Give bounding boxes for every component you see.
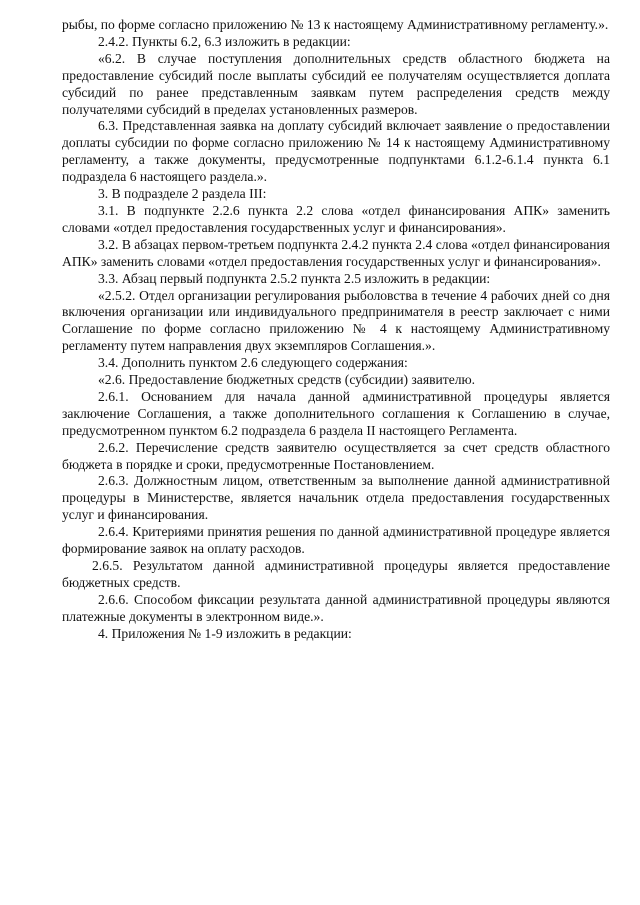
paragraph-continuation: рыбы, по форме согласно приложению № 13 к настоящему Административному регламенту.». <box>62 17 609 32</box>
paragraph-2-6-1: 2.6.1. Основанием для начала данной административной процедуры является заключение Соглашения, а также дополнительного соглашения к Соглашению в случае, предусмотренном пунктом 6.2 подраздела 6 раздела II настоящего Регламента. <box>62 388 610 438</box>
paragraph-2-4-2: 2.4.2. Пункты 6.2, 6.3 изложить в редакции: <box>98 33 351 49</box>
paragraph-6-2: «6.2. В случае поступления дополнительных средств областного бюджета на предоставление субсидий после выплаты субсидий ее получателям осуществляется доплата субсидий по ранее представленным заявкам путем распределения средств между получателями субсидий в пределах установленных размеров. <box>62 50 610 117</box>
paragraph-3-4: 3.4. Дополнить пунктом 2.6 следующего содержания: <box>98 355 408 371</box>
paragraph-2-6-2: 2.6.2. Перечисление средств заявителю осуществляется за счет средств областного бюджета в порядке и сроки, предусмотренные Постановлением. <box>62 439 610 472</box>
paragraph-3-2: 3.2. В абзацах первом-третьем подпункта 2.4.2 пункта 2.4 слова «отдел финансирования АПК» заменить словами «отдел предоставления государственных услуг и финансирования». <box>62 236 610 269</box>
paragraph-2-6-4: 2.6.4. Критериями принятия решения по данной административной процедуре является формирование заявок на оплату расходов. <box>62 524 610 557</box>
paragraph-2-6-5: 2.6.5. Результатом данной административной процедуры является предоставление бюджетных средств. <box>62 558 610 590</box>
document-page <box>62 17 610 643</box>
paragraph-4: 4. Приложения № 1-9 изложить в редакции: <box>98 625 352 641</box>
paragraph-6-3: 6.3. Представленная заявка на доплату субсидий включает заявление о предоставлении доплаты субсидии по форме согласно приложению № 14 к настоящему Административному регламенту, а также документы, предусмотренные подпунктами 6.1.2-6.1.4 пункта 6.1 подраздела 6 настоящего раздела.». <box>62 118 610 185</box>
paragraph-2-6-6: 2.6.6. Способом фиксации результата данной административной процедуры являются платежные документы в электронном виде.». <box>62 591 610 624</box>
paragraph-2-6: «2.6. Предоставление бюджетных средств (субсидии) заявителю. <box>98 372 476 388</box>
paragraph-3: 3. В подразделе 2 раздела III: <box>98 186 267 202</box>
paragraph-2-5-2: «2.5.2. Отдел организации регулирования рыболовства в течение 4 рабочих дней со дня включения организации или индивидуального предпринимателя в реестр заключает с ними Соглашение по форме согласно приложению № 4 к настоящему Административному регламенту путем направления двух экземпляров Соглашения.». <box>62 287 610 354</box>
paragraph-2-6-3: 2.6.3. Должностным лицом, ответственным за выполнение данной административной процедуры в Министерстве, является начальник отдела предоставления государственных услуг и финансирования. <box>62 473 610 523</box>
paragraph-3-1: 3.1. В подпункте 2.2.6 пункта 2.2 слова «отдел финансирования АПК» заменить словами «отдел предоставления государственных услуг и финансирования». <box>62 202 610 235</box>
paragraph-3-3: 3.3. Абзац первый подпункта 2.5.2 пункта 2.5 изложить в редакции: <box>98 270 491 286</box>
